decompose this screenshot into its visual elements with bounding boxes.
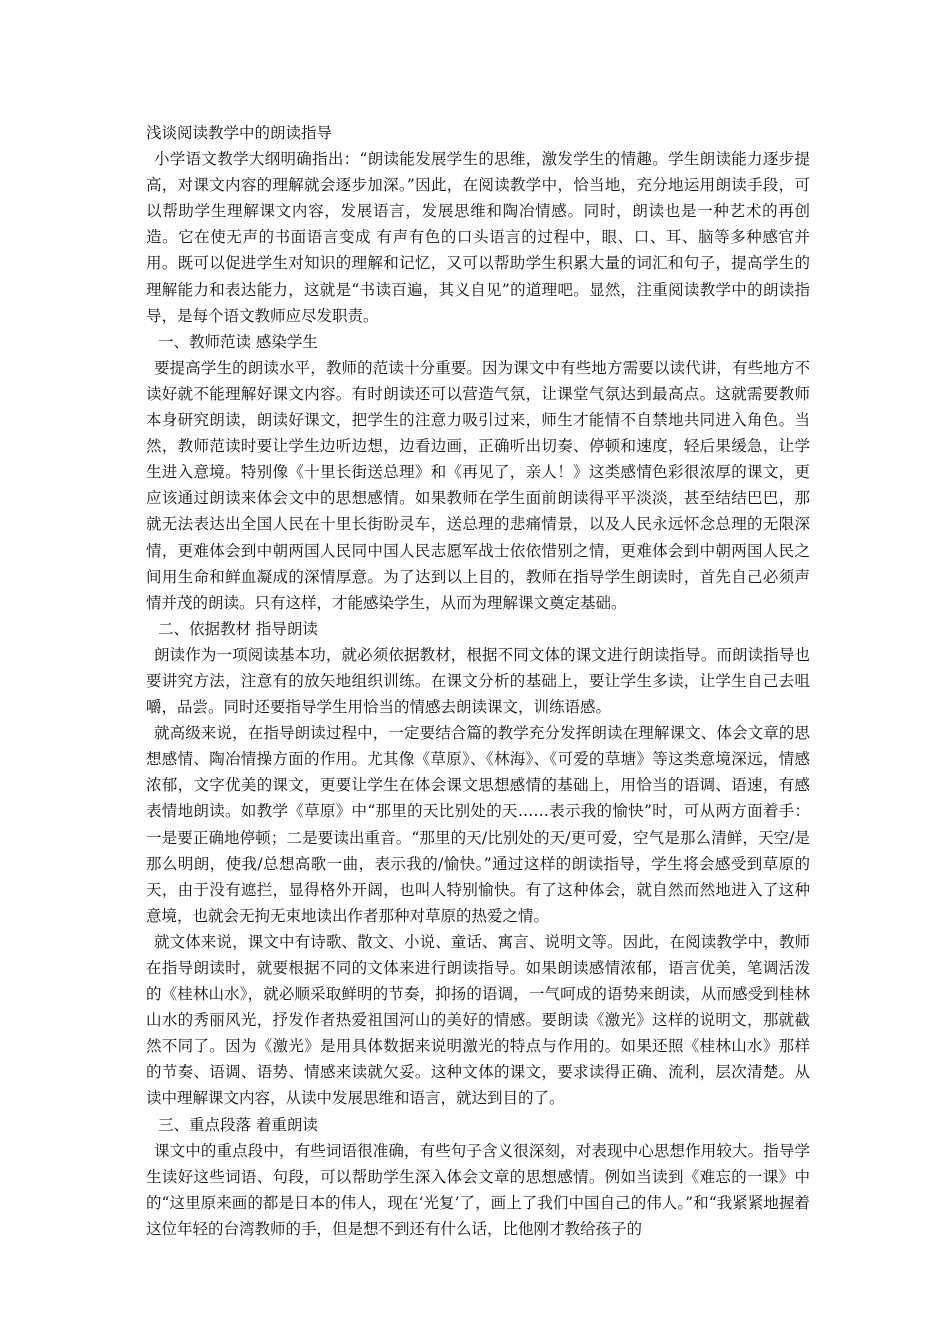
- paragraph-section-2a: 朗读作为一项阅读基本功，就必须依据教材，根据不同文体的课文进行朗读指导。而朗读指导也要讲究方法，注意有的放矢地组织训练。在课文分析的基础上，要让学生多读，让学生自己去咀嚼，品尝。同时还要指导学生用恰当的情感去朗读课文，训练语感。: [146, 645, 810, 717]
- document-title: 浅谈阅读教学中的朗读指导: [146, 124, 333, 142]
- document-body: [146, 120, 810, 1242]
- paragraph-section-3: 课文中的重点段中，有些词语很准确，有些句子含义很深刻，对表现中心思想作用较大。指导学生读好这些词语、句段，可以帮助学生深入体会文章的思想感情。例如当读到《难忘的一课》中的“这里原来画的都是日本的伟人，现在‘光复’了，画上了我们中国自己的伟人。”和“我紧紧地握着这位年轻的台湾教师的手，但是想不到还有什么话，比他刚才教给孩子的: [146, 1141, 810, 1238]
- paragraph-section-1: 要提高学生的朗读水平，教师的范读十分重要。因为课文中有些地方需要以读代讲，有些地方不读好就不能理解好课文内容。有时朗读还可以营造气氛，让课堂气氛达到最高点。这就需要教师本身研究朗读，朗读好课文，把学生的注意力吸引过来，师生才能情不自禁地共同进入角色。当然，教师范读时要让学生边听边想，边看边画，正确听出切奏、停顿和速度，轻后果缓急，让学生进入意境。特别像《十里长街送总理》和《再见了，亲人！》这类感情色彩很浓厚的课文，更应该通过朗读来体会文中的思想感情。如果教师在学生面前朗读得平平淡淡，甚至结结巴巴，那就无法表达出全国人民在十里长街盼灵车，送总理的悲痛情景，以及人民永远怀念总理的无限深情，更难体会到中朝两国人民同中国人民志愿军战士依依惜别之情，更难体会到中朝两国人民之间用生命和鲜血凝成的深情厚意。为了达到以上目的，教师在指导学生朗读时，首先自己必须声情并茂的朗读。只有这样，才能感染学生，从而为理解课文奠定基础。: [146, 358, 810, 612]
- paragraph-section-2b: 就高级来说，在指导朗读过程中，一定要结合篇的教学充分发挥朗读在理解课文、体会文章的思想感情、陶冶情操方面的作用。尤其像《草原》、《林海》、《可爱的草塘》等这类意境深远，情感浓郁，文字优美的课文，更要让学生在体会课文思想感情的基础上，用恰当的语调、语速，有感表情地朗读。如教学《草原》中“那里的天比别处的天……表示我的愉快”时，可从两方面着手：一是要正确地停顿；二是要读出重音。“那里的天/比别处的天/更可爱，空气是那么清鲜，天空/是那么明朗，使我/总想高歌一曲，表示我的/愉快。”通过这样的朗读指导，学生将会感受到草原的天，由于没有遮拦，显得格外开阔，也叫人特别愉快。有了这种体会，就自然而然地进入了这种意境，也就会无拘无束地读出作者那种对草原的热爱之情。: [146, 724, 810, 925]
- section-heading-1: 一、教师范读 感染学生: [158, 332, 318, 351]
- paragraph-section-2c: 就文体来说，课文中有诗歌、散文、小说、童话、寓言、说明文等。因此，在阅读教学中，教师在指导朗读时，就要根据不同的文体来进行朗读指导。如果朗读感情浓郁，语言优美，笔调活泼的《桂林山水》，就必顺采取鲜明的节奏，抑扬的语调，一气呵成的语势来朗读，从而感受到桂林山水的秀丽风光，抒发作者热爱祖国河山的美好的情感。要朗读《激光》这样的说明文，那就截然不同了。因为《激光》是用具体数据来说明激光的特点与作用的。如果还照《桂林山水》那样的节奏、语调、语势、情感来读就欠妥。这种文体的课文，要求读得正确、流利，层次清楚。从读中理解课文内容，从读中发展思维和语言，就达到目的了。: [146, 932, 810, 1108]
- paragraph-intro: 小学语文教学大纲明确指出：“朗读能发展学生的思维，激发学生的情趣。学生朗读能力逐步提高，对课文内容的理解就会逐步加深。”因此，在阅读教学中，恰当地，充分地运用朗读手段，可以帮助学生理解课文内容，发展语言，发展思维和陶冶情感。同时，朗读也是一种艺术的再创造。它在使无声的书面语言变成 有声有色的口头语言的过程中，眼、口、耳、脑等多种感官并用。既可以促进学生对知识的理解和记忆，又可以帮助学生积累大量的词汇和句子，提高学生的理解能力和表达能力，这就是“书读百遍，其义自见”的道理吧。显然，注重阅读教学中的朗读指导，是每个语文教师应尽发职责。: [146, 150, 810, 325]
- section-heading-3: 三、重点段落 着重朗读: [158, 1115, 318, 1134]
- section-heading-2: 二、依据教材 指导朗读: [158, 619, 318, 638]
